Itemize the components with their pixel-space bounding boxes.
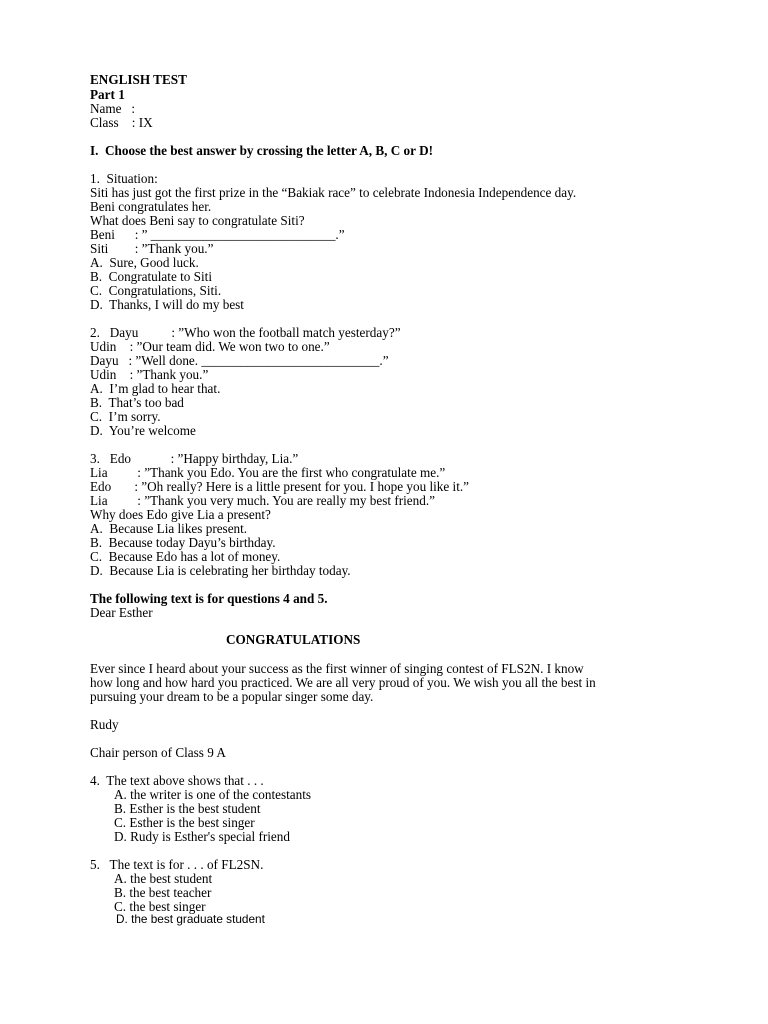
letter-salutation: Dear Esther bbox=[90, 605, 153, 620]
q1-line: 1. Situation: bbox=[90, 171, 158, 186]
q2-line: 2. Dayu : ”Who won the football match yesterday?” bbox=[90, 325, 401, 340]
letter-body-line: Ever since I heard about your success as the first winner of singing contest of FLS2N. I know bbox=[90, 661, 584, 676]
part-label: Part 1 bbox=[90, 87, 125, 102]
class-line: Class : IX bbox=[90, 115, 153, 130]
q2-option-c[interactable]: C. I’m sorry. bbox=[90, 409, 161, 424]
letter-title: CONGRATULATIONS bbox=[226, 632, 361, 647]
q5-option-c[interactable]: C. the best singer bbox=[114, 899, 206, 914]
text-section-heading: The following text is for questions 4 and 5. bbox=[90, 591, 328, 606]
q4-option-d[interactable]: D. Rudy is Esther's special friend bbox=[114, 829, 290, 844]
q1-line: Siti has just got the first prize in the “Bakiak race” to celebrate Indonesia Independence day. bbox=[90, 185, 577, 200]
q3-line: Why does Edo give Lia a present? bbox=[90, 507, 271, 522]
q3-line: 3. Edo : ”Happy birthday, Lia.” bbox=[90, 451, 299, 466]
q1-line: Beni : ” ____________________________.” bbox=[90, 227, 345, 242]
q3-line: Edo : ”Oh really? Here is a little present for you. I hope you like it.” bbox=[90, 479, 470, 494]
q2-option-b[interactable]: B. That’s too bad bbox=[90, 395, 184, 410]
letter-body-line: pursuing your dream to be a popular singer some day. bbox=[90, 689, 374, 704]
letter-role: Chair person of Class 9 A bbox=[90, 745, 226, 760]
name-line: Name : bbox=[90, 101, 136, 116]
q5-option-a[interactable]: A. the best student bbox=[114, 871, 213, 886]
q1-line: What does Beni say to congratulate Siti? bbox=[90, 213, 305, 228]
q1-option-d[interactable]: D. Thanks, I will do my best bbox=[90, 297, 244, 312]
q1-line: Beni congratulates her. bbox=[90, 199, 212, 214]
q2-line: Udin : ”Our team did. We won two to one.” bbox=[90, 339, 330, 354]
q4-stem: 4. The text above shows that . . . bbox=[90, 773, 264, 788]
test-title: ENGLISH TEST bbox=[90, 72, 187, 87]
instruction: I. Choose the best answer by crossing the letter A, B, C or D! bbox=[90, 143, 433, 158]
q1-line: Siti : ”Thank you.” bbox=[90, 241, 214, 256]
q4-option-b[interactable]: B. Esther is the best student bbox=[114, 801, 261, 816]
q3-line: Lia : ”Thank you Edo. You are the first who congratulate me.” bbox=[90, 465, 446, 480]
letter-body-line: how long and how hard you practiced. We are all very proud of you. We wish you all the best in bbox=[90, 675, 596, 690]
q2-option-d[interactable]: D. You’re welcome bbox=[90, 423, 196, 438]
q2-line: Udin : ”Thank you.” bbox=[90, 367, 209, 382]
q1-option-c[interactable]: C. Congratulations, Siti. bbox=[90, 283, 222, 298]
q2-option-a[interactable]: A. I’m glad to hear that. bbox=[90, 381, 221, 396]
q1-option-a[interactable]: A. Sure, Good luck. bbox=[90, 255, 199, 270]
q5-stem: 5. The text is for . . . of FL2SN. bbox=[90, 857, 264, 872]
q1-option-b[interactable]: B. Congratulate to Siti bbox=[90, 269, 212, 284]
q5-option-d[interactable]: D. the best graduate student bbox=[116, 912, 265, 926]
q5-option-b[interactable]: B. the best teacher bbox=[114, 885, 212, 900]
q3-option-b[interactable]: B. Because today Dayu’s birthday. bbox=[90, 535, 276, 550]
letter-signature: Rudy bbox=[90, 717, 119, 732]
q3-option-d[interactable]: D. Because Lia is celebrating her birthday today. bbox=[90, 563, 351, 578]
q4-option-a[interactable]: A. the writer is one of the contestants bbox=[114, 787, 312, 802]
q3-line: Lia : ”Thank you very much. You are really my best friend.” bbox=[90, 493, 435, 508]
q2-line: Dayu : ”Well done. ___________________________.” bbox=[90, 353, 389, 368]
q3-option-c[interactable]: C. Because Edo has a lot of money. bbox=[90, 549, 281, 564]
q4-option-c[interactable]: C. Esther is the best singer bbox=[114, 815, 255, 830]
q3-option-a[interactable]: A. Because Lia likes present. bbox=[90, 521, 248, 536]
